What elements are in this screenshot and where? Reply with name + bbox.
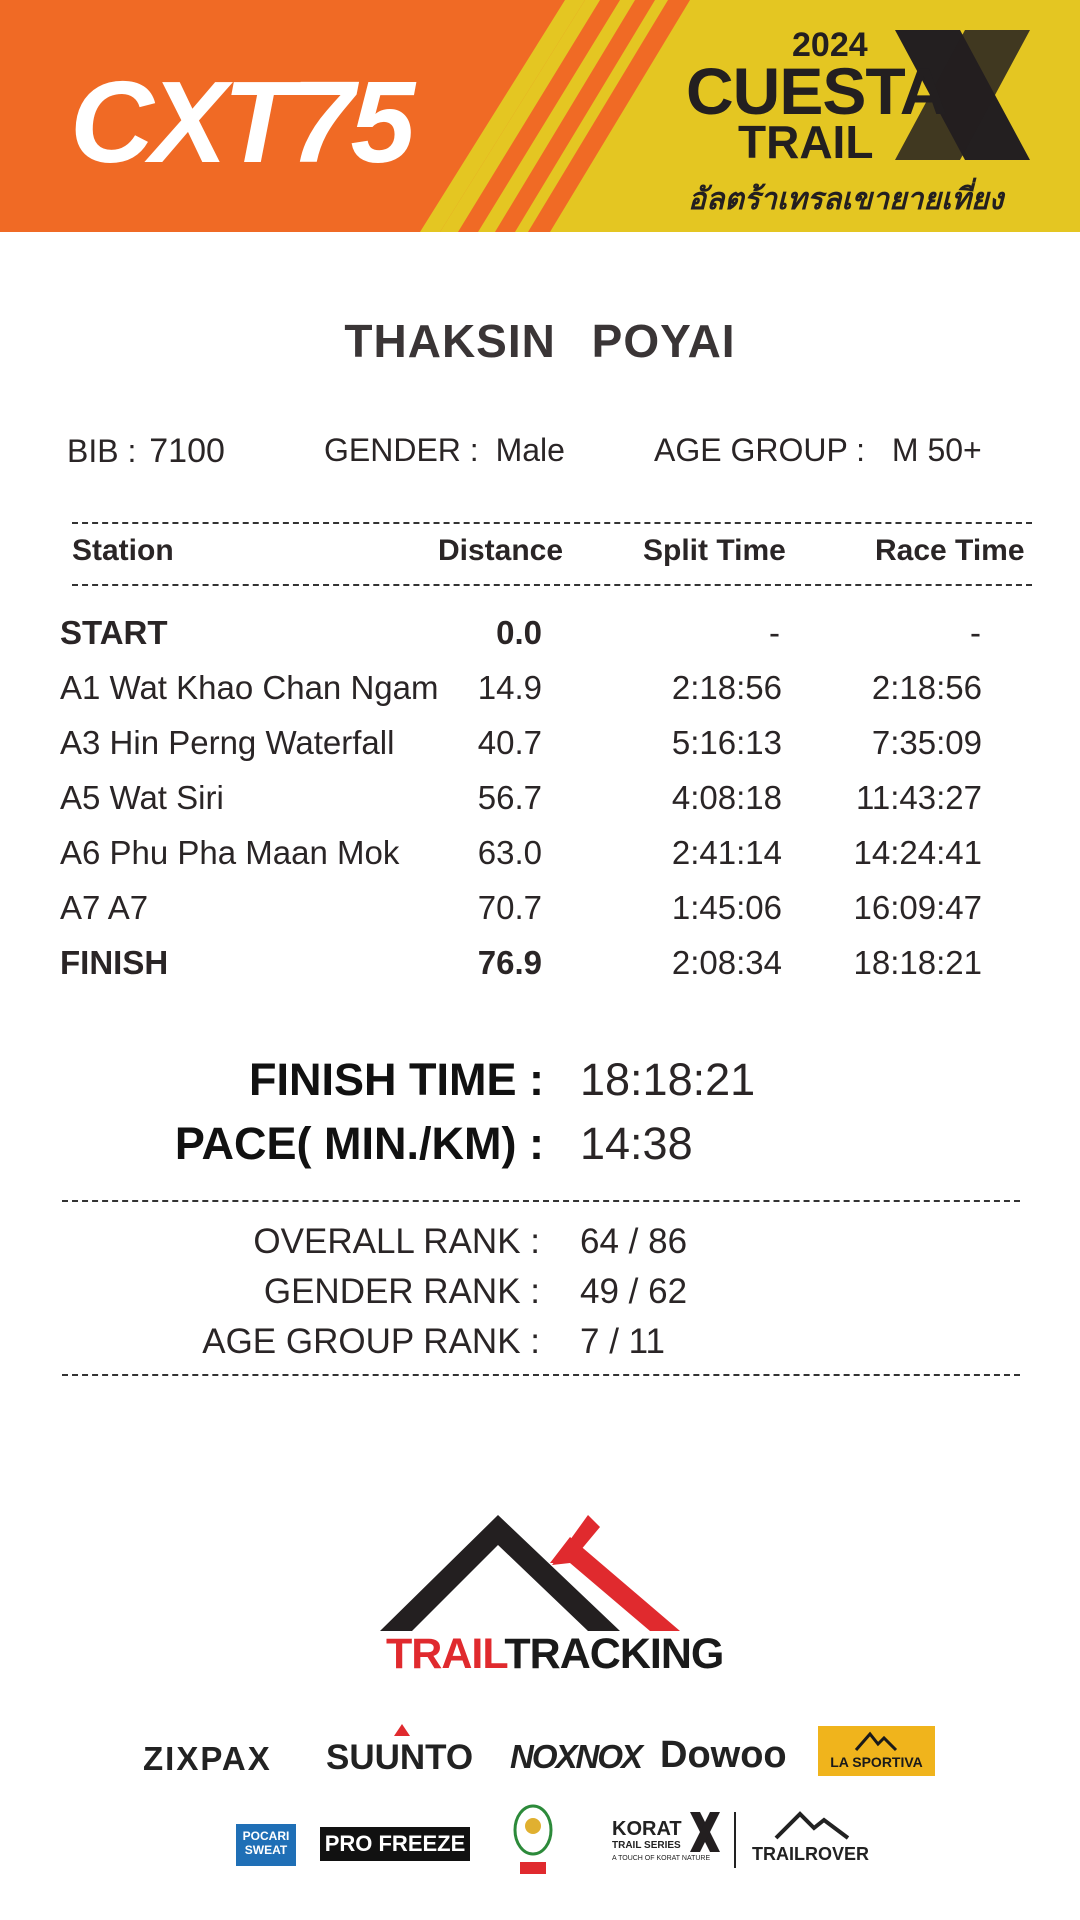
race-time: 2:18:56 — [871, 669, 982, 706]
station-name: START — [60, 614, 168, 651]
race-time: 16:09:47 — [853, 889, 982, 926]
split-time: - — [769, 614, 780, 651]
trail-tracking-black: TRACKING — [504, 1630, 724, 1678]
finish-time-label: FINISH TIME : — [249, 1054, 544, 1105]
table-row — [0, 669, 1080, 709]
race-time: 7:35:09 — [871, 724, 982, 761]
sponsor-lasportiva-badge — [818, 1726, 935, 1776]
brand-year: 2024 — [792, 26, 868, 64]
trail-tracking-red: TRAIL — [386, 1630, 505, 1678]
column-header-distance: Distance — [438, 534, 564, 567]
station-distance: 63.0 — [477, 834, 542, 871]
table-row — [0, 834, 1080, 874]
station-distance: 76.9 — [477, 944, 542, 981]
split-time: 2:41:14 — [671, 834, 782, 871]
race-time: 14:24:41 — [853, 834, 982, 871]
sponsor-zixpax-logo: ZIXPAX — [143, 1740, 272, 1777]
station-distance: 0.0 — [496, 614, 542, 651]
station-name: A3 Hin Perng Waterfall — [60, 724, 395, 761]
station-name: A7 A7 — [60, 889, 149, 926]
finish-time-value: 18:18:21 — [580, 1054, 756, 1105]
station-distance: 14.9 — [477, 669, 542, 706]
bib-value: 7100 — [149, 432, 225, 470]
overall-rank-value: 64 / 86 — [580, 1222, 688, 1261]
gender-info — [324, 432, 565, 469]
split-time: 2:18:56 — [671, 669, 782, 706]
mountain-icon — [854, 1730, 898, 1752]
sponsor-profreeze-logo: PRO FREEZE — [320, 1827, 470, 1861]
gender-rank-value: 49 / 62 — [580, 1272, 688, 1311]
station-name: A5 Wat Siri — [60, 779, 224, 816]
pace-value: 14:38 — [580, 1118, 693, 1169]
sponsor-pocari-logo: POCARI SWEAT — [236, 1824, 296, 1866]
race-time: 18:18:21 — [853, 944, 982, 981]
age-group-rank-value: 7 / 11 — [580, 1322, 665, 1361]
bib-label: BIB : — [67, 433, 137, 469]
race-time: - — [970, 614, 981, 651]
table-row — [0, 889, 1080, 929]
column-header-station: Station — [72, 534, 174, 567]
trail-tracking-mountain-icon — [380, 1515, 700, 1635]
suunto-triangle-icon — [394, 1724, 410, 1736]
korat-x-icon — [690, 1812, 720, 1852]
station-distance: 70.7 — [477, 889, 542, 926]
sponsor-korat-series: TRAIL SERIES — [612, 1840, 681, 1851]
brand-trail: TRAIL — [738, 116, 874, 168]
sponsor-trailrover-logo: TRAILROVER — [752, 1844, 869, 1864]
overall-rank-label: OVERALL RANK : — [253, 1222, 540, 1261]
sponsor-korat-tagline: A TOUCH OF KORAT NATURE — [612, 1855, 711, 1862]
split-time: 1:45:06 — [671, 889, 782, 926]
gender-rank-label: GENDER RANK : — [263, 1272, 540, 1311]
race-time: 11:43:27 — [855, 779, 982, 816]
gender-value: Male — [495, 432, 565, 468]
age-group-value: M 50+ — [891, 432, 982, 468]
station-name: FINISH — [60, 944, 169, 981]
split-time: 5:16:13 — [671, 724, 782, 761]
header-banner — [0, 0, 1080, 232]
brand-thai-tagline: อัลตร้าเทรลเขายายเที่ยง — [688, 183, 1004, 216]
station-distance: 56.7 — [477, 779, 542, 816]
trailrover-mountain-icon — [774, 1810, 850, 1840]
divider — [62, 1374, 1020, 1376]
station-name: A1 Wat Khao Chan Ngam — [60, 669, 439, 706]
age-group-rank-label: AGE GROUP RANK : — [202, 1322, 540, 1361]
table-row — [0, 944, 1080, 984]
table-row — [0, 614, 1080, 654]
table-row — [0, 779, 1080, 819]
sponsor-korat-logo: KORAT — [612, 1818, 682, 1840]
sponsor-suunto-logo: SUUNTO — [326, 1738, 474, 1777]
age-group-info — [654, 432, 982, 469]
trail-tracking-logo — [386, 1630, 723, 1679]
sponsor-dowoo-logo: Dowoo — [660, 1734, 787, 1776]
age-group-label: AGE GROUP : — [654, 432, 866, 468]
column-header-split: Split Time — [643, 534, 786, 567]
split-time: 4:08:18 — [671, 779, 782, 816]
province-seal-icon — [508, 1800, 558, 1880]
split-time: 2:08:34 — [671, 944, 782, 981]
table-row — [0, 724, 1080, 764]
runner-name: THAKSIN POYAI — [344, 315, 736, 367]
divider — [72, 584, 1032, 586]
divider — [62, 1200, 1020, 1202]
divider — [72, 522, 1032, 524]
bib-info — [67, 432, 225, 471]
column-header-race: Race Time — [875, 534, 1025, 567]
station-name: A6 Phu Pha Maan Mok — [60, 834, 400, 871]
pace-label: PACE( MIN./KM) : — [174, 1118, 544, 1169]
sponsor-noxnox-logo: NOXNOX — [510, 1738, 642, 1775]
event-logo: CXT75 — [70, 57, 412, 187]
station-distance: 40.7 — [477, 724, 542, 761]
gender-label: GENDER : — [324, 432, 479, 468]
sponsor-lasportiva-logo: LA SPORTIVA — [830, 1754, 923, 1770]
brand-name: CUESTA — [686, 54, 947, 128]
sponsor-divider — [734, 1812, 736, 1868]
